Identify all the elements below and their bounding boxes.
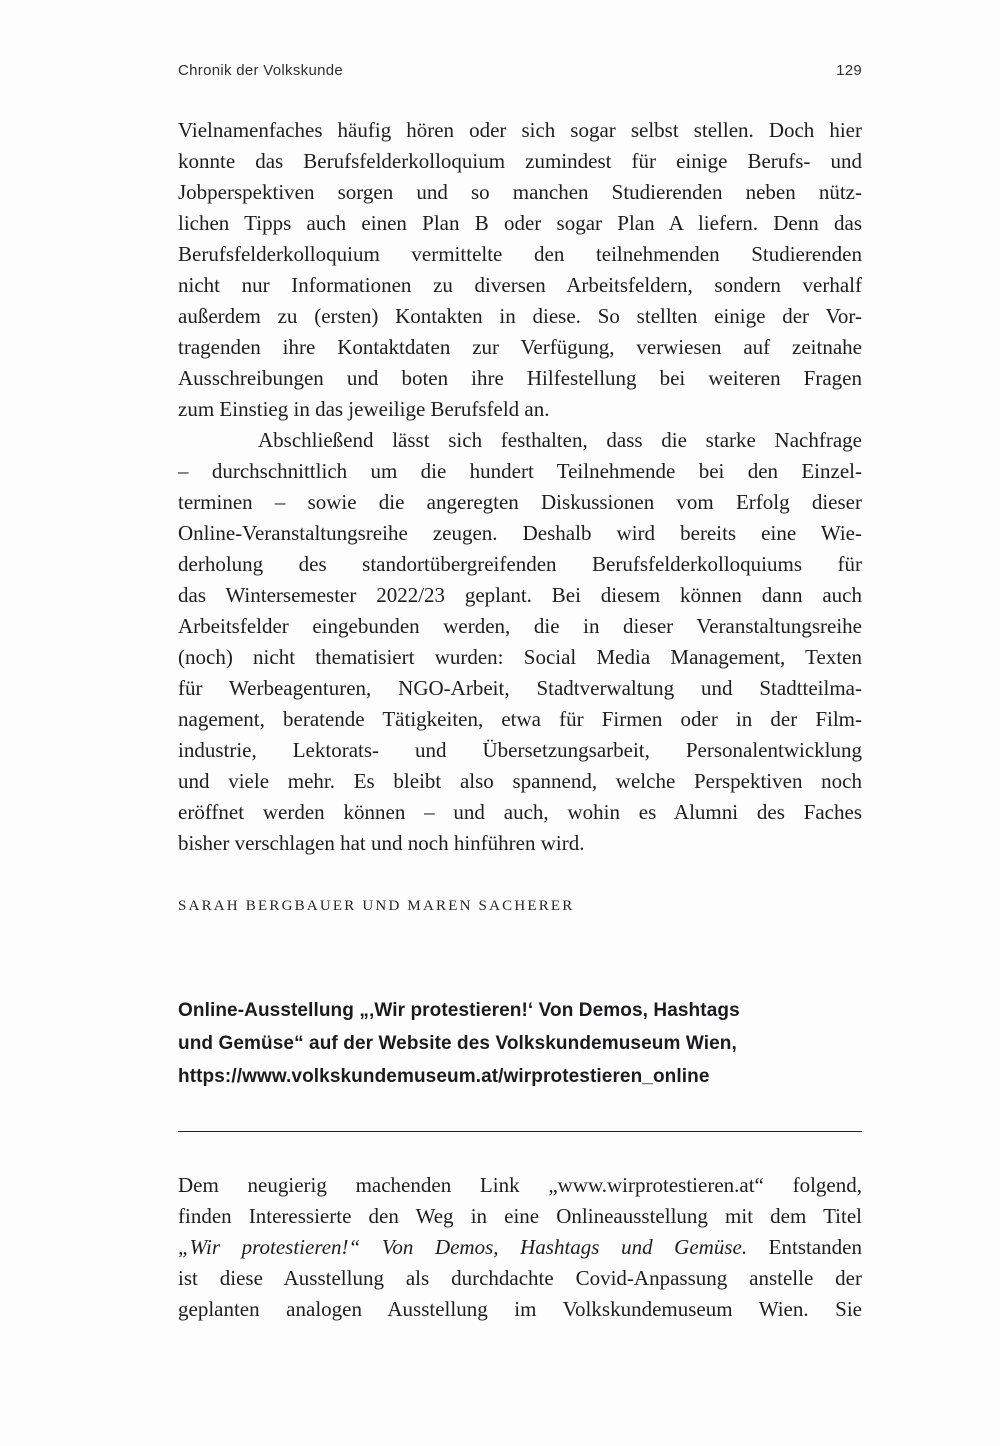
page-number: 129 [836, 62, 862, 79]
section-heading [178, 994, 862, 1093]
running-title: Chronik der Volkskunde [178, 62, 344, 79]
text-line: terminen – sowie die angeregten Diskussionen vom Erfolg dieser [178, 490, 862, 514]
section-divider [178, 1131, 862, 1132]
text-line: und viele mehr. Es bleibt also spannend, welche Perspektiven noch [178, 769, 862, 793]
main-text [178, 115, 862, 1325]
heading-line: und Gemüse“ auf der Website des Volkskundemuseum Wien, [178, 1033, 737, 1054]
text-line: industrie, Lektorats- und Übersetzungsarbeit, Personalentwicklung [178, 738, 862, 762]
text-line: tragenden ihre Kontaktdaten zur Verfügung, verwiesen auf zeitnahe [178, 335, 862, 359]
text-line: Arbeitsfelder eingebunden werden, die in dieser Veranstaltungsreihe [178, 614, 862, 638]
page-header [178, 62, 862, 79]
text-line: eröffnet werden können – und auch, wohin es Alumni des Faches [178, 800, 862, 824]
text-line: zum Einstieg in das jeweilige Berufsfeld an. [178, 397, 550, 421]
text-line [178, 1232, 862, 1263]
text-line: das Wintersemester 2022/23 geplant. Bei diesem können dann auch [178, 583, 862, 607]
text-line: derholung des standortübergreifenden Berufsfelderkolloquiums für [178, 552, 862, 576]
text-line: geplanten analogen Ausstellung im Volkskundemuseum Wien. Sie [178, 1297, 862, 1321]
text-line: Dem neugierig machenden Link „www.wirprotestieren.at“ folgend, [178, 1173, 862, 1197]
text-line: für Werbeagenturen, NGO-Arbeit, Stadtverwaltung und Stadtteilma- [178, 676, 862, 700]
text-line: Vielnamenfaches häufig hören oder sich sogar selbst stellen. Doch hier [178, 118, 862, 142]
text-line: bisher verschlagen hat und noch hinführen wird. [178, 831, 585, 855]
paragraph-3 [178, 1170, 862, 1325]
text-line: konnte das Berufsfelderkolloquium zumindest für einige Berufs- und [178, 149, 862, 173]
text-line: Abschließend lässt sich festhalten, dass die starke Nachfrage [258, 428, 862, 452]
text-line: – durchschnittlich um die hundert Teilnehmende bei den Einzel- [178, 459, 862, 483]
heading-url: https://www.volkskundemuseum.at/wirprotestieren_online [178, 1066, 710, 1087]
book-title-italic: „Wir protestieren!“ Von Demos, Hashtags und Gemüse. [178, 1235, 748, 1259]
text-line: lichen Tipps auch einen Plan B oder sogar Plan A liefern. Denn das [178, 211, 862, 235]
text-line: (noch) nicht thematisiert wurden: Social Media Management, Texten [178, 645, 862, 669]
text-line: ist diese Ausstellung als durchdachte Covid-Anpassung anstelle der [178, 1266, 862, 1290]
author-line: SARAH BERGBAUER UND MAREN SACHERER [178, 898, 575, 914]
text-line: Ausschreibungen und boten ihre Hilfestellung bei weiteren Fragen [178, 366, 862, 390]
text-line: Online-Veranstaltungsreihe zeugen. Deshalb wird bereits eine Wie- [178, 521, 862, 545]
text-line: Jobperspektiven sorgen und so manchen Studierenden neben nütz- [178, 180, 862, 204]
paragraph-1 [178, 115, 862, 425]
text-line: außerdem zu (ersten) Kontakten in diese. So stellten einige der Vor- [178, 304, 862, 328]
text-line: nicht nur Informationen zu diversen Arbeitsfeldern, sondern verhalf [178, 273, 862, 297]
text-line: Berufsfelderkolloquium vermittelte den teilnehmenden Studierenden [178, 242, 862, 266]
text-line: finden Interessierte den Weg in eine Onlineausstellung mit dem Titel [178, 1204, 862, 1228]
text-line: nagement, beratende Tätigkeiten, etwa für Firmen oder in der Film- [178, 707, 862, 731]
text-segment: Entstanden [747, 1235, 862, 1259]
heading-line: Online-Ausstellung „‚Wir protestieren!‘ Von Demos, Hashtags [178, 1000, 740, 1021]
paragraph-2 [178, 425, 862, 859]
